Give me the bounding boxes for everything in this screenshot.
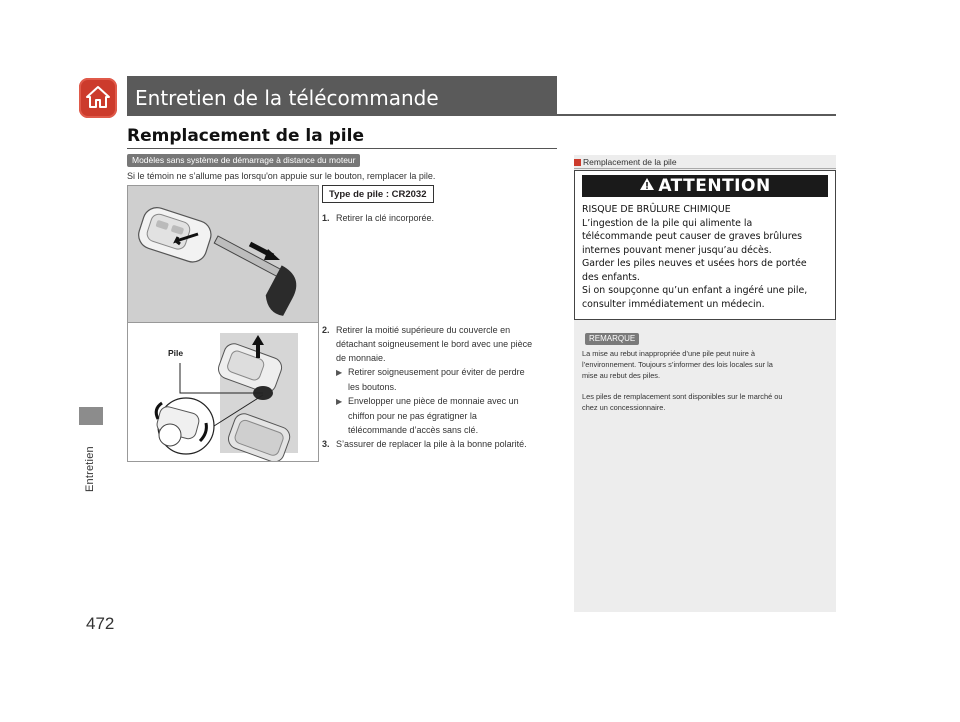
sub-step-line: chiffon pour ne pas égratigner la [348,411,477,421]
step-text: Retirer la clé incorporée. [336,213,435,223]
triangle-right-icon: ▶ [336,397,343,406]
step-text: S’assurer de replacer la pile à la bonne polarité. [336,439,527,449]
step-text-line: de monnaie. [336,353,386,363]
chapter-divider [127,114,836,116]
home-icon[interactable] [79,78,117,118]
key-removal-illustration [127,185,319,323]
remark-tag: REMARQUE [585,333,639,345]
section-title: Remplacement de la pile [127,126,364,146]
remark-line: La mise au rebut inappropriée d’une pile peut nuire à [582,349,755,358]
remark-line: chez un concessionnaire. [582,403,666,412]
step-number: 2. [322,325,330,335]
caution-line: télécommande peut causer de graves brûlures [582,231,803,242]
section-divider [127,148,557,149]
section-tab[interactable] [79,407,103,425]
warning-triangle-icon [639,175,655,197]
reference-icon [574,159,581,166]
step-1 [322,211,434,225]
step-number: 3. [322,439,330,449]
caution-line: RISQUE DE BRÛLURE CHIMIQUE [582,204,731,215]
caution-line: L’ingestion de la pile qui alimente la [582,217,753,229]
chapter-title: Entretien de la télécommande [135,86,439,110]
caution-banner: ATTENTION [582,175,828,197]
remark-line: mise au rebut des piles. [582,371,661,380]
caution-line: Garder les piles neuves et usées hors de portée [582,258,807,269]
triangle-right-icon: ▶ [336,368,343,377]
step-2 [322,323,562,451]
section-label: Entretien [84,446,96,492]
sub-step-line: Envelopper une pièce de monnaie avec un [348,396,519,406]
model-tag: Modèles sans système de démarrage à distance du moteur [127,154,360,167]
step-number: 1. [322,213,330,223]
sub-step-line: télécommande d’accès sans clé. [348,425,479,435]
intro-text: Si le témoin ne s’allume pas lorsqu'on appuie sur le bouton, remplacer la pile. [127,171,436,181]
caution-line: des enfants. [582,271,640,283]
step-text-line: détachant soigneusement le bord avec une pièce [336,339,533,349]
step-text-line: Retirer la moitié supérieure du couvercle en [336,325,511,335]
remark-line: Les piles de remplacement sont disponibles sur le marché ou [582,392,783,401]
sub-step-line: les boutons. [348,382,397,392]
caution-text [582,203,830,311]
page-number: 472 [86,614,115,633]
sub-step [322,365,562,380]
sub-step-line: Retirer soigneusement pour éviter de perdre [348,367,525,377]
remark-text [582,348,827,413]
battery-label: Pile [168,348,184,358]
panel-heading-divider [574,168,836,169]
sub-step [322,394,562,409]
remark-line: l’environnement. Toujours s’informer des lois locales sur la [582,360,773,369]
caution-line: Si on soupçonne qu’un enfant a ingéré une pile, [582,285,808,296]
battery-type-box: Type de pile : CR2032 [322,185,434,203]
caution-line: consulter immédiatement un médecin. [582,298,765,310]
battery-replacement-illustration [127,322,319,462]
caution-line: internes pouvant mener jusqu’au décès. [582,244,772,256]
panel-heading: Remplacement de la pile [574,157,677,167]
